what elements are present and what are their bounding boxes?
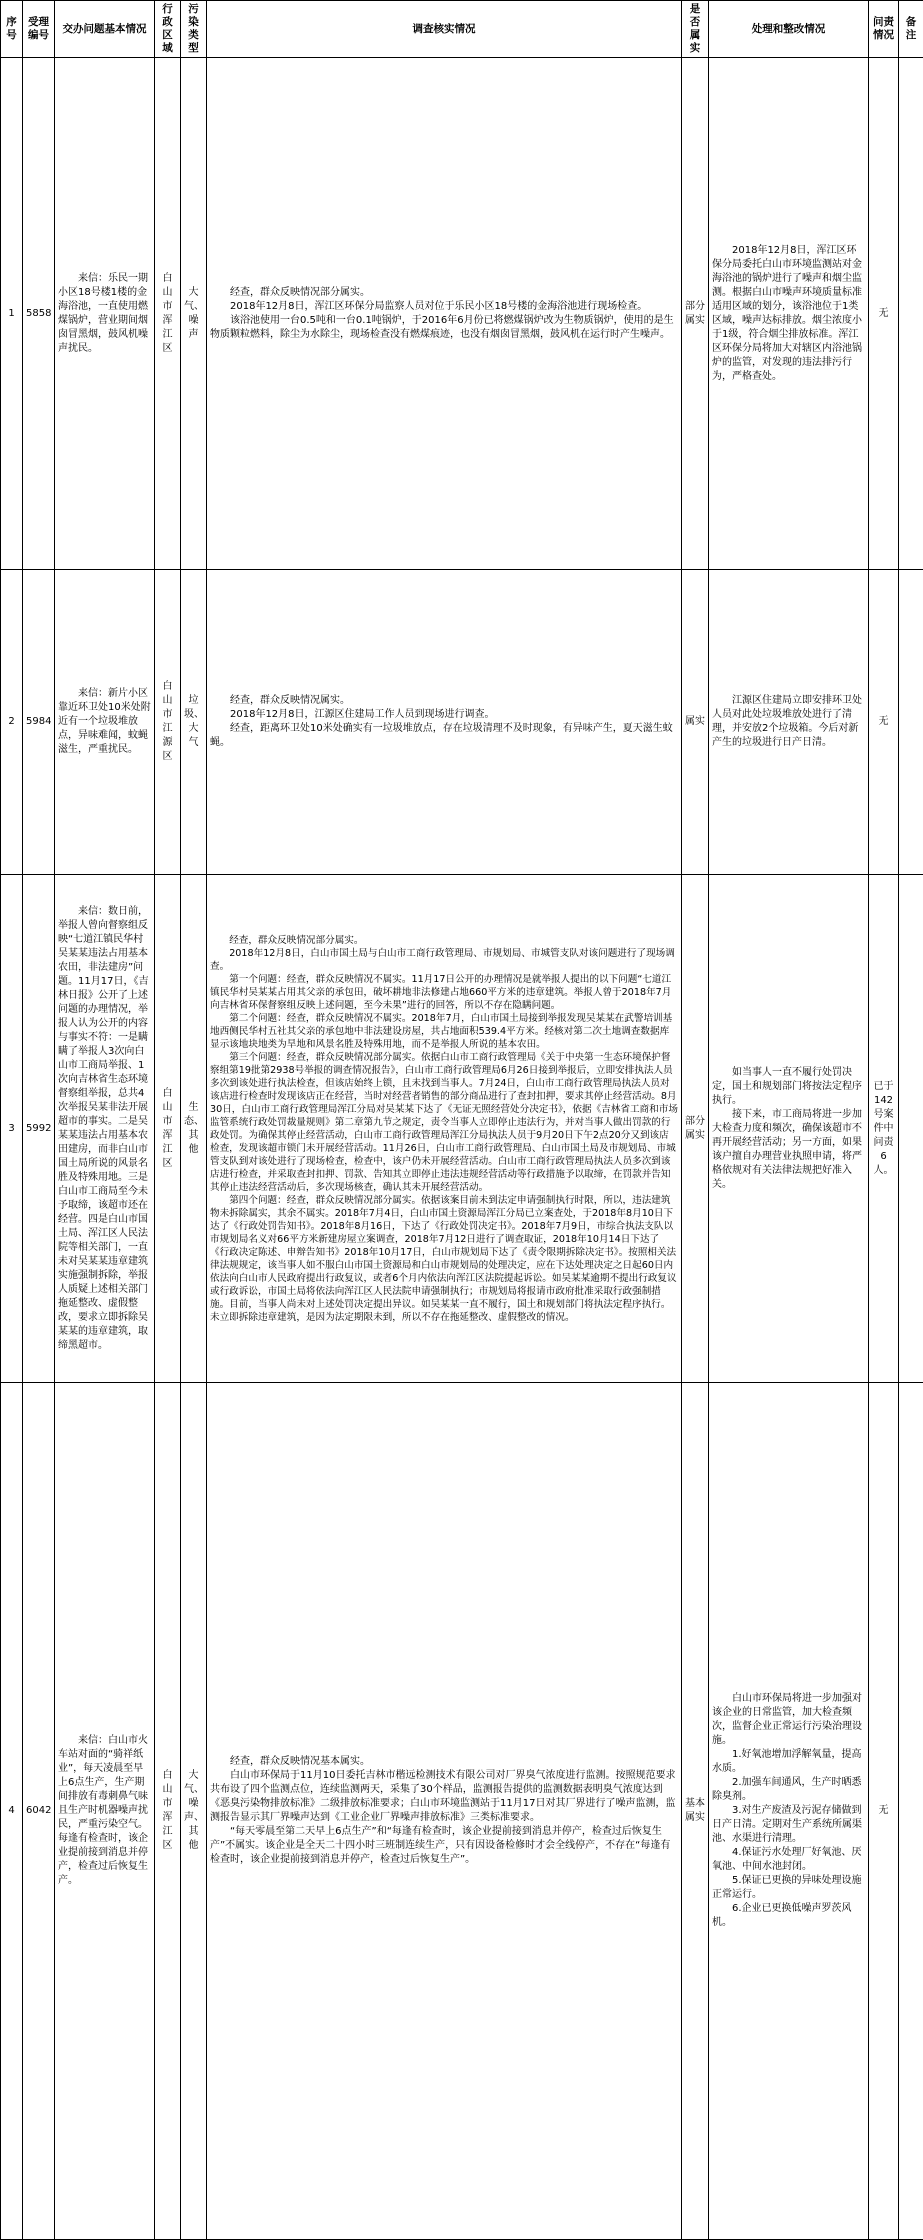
cell-id: 6042	[23, 1383, 55, 2240]
handling-para: 2018年12月8日，浑江区环保分局委托白山市环境监测站对金海浴池的锅炉进行了噪声和烟尘监测。根据白山市噪声环境质量标准适用区域的划分，该浴池位于1类区域，噪声达标排放。烟尘浓度小于1级，符合烟尘排放标准。浑江区环保分局将加大对辖区内浴池锅炉的监管，对发现的违法排污行为，严格查处。	[712, 244, 865, 384]
table-row	[1, 58, 923, 570]
cell-investigation	[207, 58, 682, 570]
header-investigation: 调查核实情况	[207, 1, 682, 58]
cell-accountability: 无	[869, 1383, 899, 2240]
cell-accountability: 无	[869, 58, 899, 570]
cell-handling	[709, 1383, 869, 2240]
investigation-para: “每天零晨至第二天早上6点生产”和“每逢有检查时，该企业提前接到消息并停产，检查过后恢复生产”不属实。该企业是全天二十四小时三班制连续生产，只有因设备检修时才会全线停产，不存在“每逢有检查时，该企业提前接到消息并停产，检查过后恢复生产”。	[210, 1825, 678, 1867]
investigation-para: 经查，群众反映情况基本属实。	[210, 1755, 678, 1769]
header-issue: 交办问题基本情况	[55, 1, 155, 58]
handling-para: 如当事人一直不履行处罚决定，国土和规划部门将按法定程序执行。	[712, 1066, 865, 1108]
header-row	[1, 1, 923, 58]
cell-pollution-type: 生态、其他	[181, 875, 207, 1383]
table-row	[1, 570, 923, 875]
cell-remark	[899, 875, 923, 1383]
cell-id: 5992	[23, 875, 55, 1383]
cell-seq: 2	[1, 570, 23, 875]
cell-issue: 来信：新片小区靠近环卫处10米处附近有一个垃圾堆放点，异味难闻，蚊蝇滋生，严重扰民。	[55, 570, 155, 875]
cell-id: 5858	[23, 58, 55, 570]
table-row	[1, 1383, 923, 2240]
cell-issue: 来信：白山市火车站对面的“骑祥纸业”，每天凌晨至早上6点生产，生产期间排放有毒刺鼻气味且生产时机器噪声扰民，严重污染空气。每逢有检查时，该企业提前接到消息并停产，检查过后恢复生产。	[55, 1383, 155, 2240]
cell-issue: 来信：数日前，举报人曾向督察组反映“七道江镇民华村吴某某违法占用基本农田，非法建房”问题。11月17日，《吉林日报》公开了上述问题的办理情况，举报人认为公开的内容与事实不符：一是瞒瞒了举报人3次向白山市工商局举报、1次向吉林省生态环境督察组举报，总共4次举报吴某非法开展超市的事实。二是吴某某违法占用基本农田建房，而非白山市国土局所说的风景名胜及特殊用地。三是白山市工商局至今未予取缔，该超市还在经营。四是白山市国土局、浑江区人民法院等相关部门，一直未对吴某某违章建筑实施强制拆除，举报人质疑上述相关部门拖延整改、虚假整改，要求立即拆除吴某某的违章建筑，取缔黑超市。	[55, 875, 155, 1383]
cell-handling	[709, 58, 869, 570]
header-truth: 是否属实	[682, 1, 709, 58]
header-region: 行政区域	[155, 1, 181, 58]
investigation-para: 经查，群众反映情况部分属实。	[210, 934, 678, 947]
cell-truth: 属实	[682, 570, 709, 875]
cell-remark	[899, 58, 923, 570]
handling-para: 6.企业已更换低噪声罗茨风机。	[712, 1902, 865, 1930]
table-row	[1, 875, 923, 1383]
handling-para: 4.保证污水处理厂好氧池、厌氧池、中间水池封闭。	[712, 1846, 865, 1874]
header-id: 受理编号	[23, 1, 55, 58]
cell-handling	[709, 570, 869, 875]
cell-region: 白山市江源区	[155, 570, 181, 875]
cell-investigation	[207, 570, 682, 875]
cell-investigation	[207, 1383, 682, 2240]
investigation-para: 2018年12月8日，白山市国土局与白山市工商行政管理局、市规划局、市城管支队对该问题进行了现场调查。	[210, 947, 678, 973]
cell-remark	[899, 570, 923, 875]
header-seq: 序号	[1, 1, 23, 58]
investigation-para: 2018年12月8日，江源区住建局工作人员到现场进行调查。	[210, 708, 678, 722]
handling-para: 1.好氧池增加浮解氧量，提高水质。	[712, 1748, 865, 1776]
cell-region: 白山市浑江区	[155, 875, 181, 1383]
cell-accountability: 无	[869, 570, 899, 875]
handling-para: 2.加强车间通风，生产时晒悉除臭剂。	[712, 1776, 865, 1804]
header-pollution-type: 污染类型	[181, 1, 207, 58]
header-remark: 备注	[899, 1, 923, 58]
investigation-para: 第一个问题：经查，群众反映情况不属实。11月17日公开的办理情况是就举报人提出的以下问题“七道江镇民华村吴某某占用其父亲的承包田，破坏耕地非法修建占地660平方米的违章建筑。举报人曾于2018年7月向吉林省环保督察组反映上述问题，至今未果”进行的回答，所以不存在隐瞒问题。	[210, 973, 678, 1012]
investigation-para: 第四个问题：经查，群众反映情况部分属实。依据该案目前未到法定申请强制执行时限，所以，违法建筑物未拆除属实，其余不属实。2018年7月4日，白山市国土资源局浑江分局已立案查处，于2018年8月10日下达了《行政处罚告知书》。2018年8月16日，下达了《行政处罚决定书》。2018年7月9日，市综合执法支队以市规划局名义对66平方米新建房屋立案调查，2018年7月12日进行了调查取证，2018年10月14日下达了《行政决定陈述、申辩告知书》2018年10月17日，白山市规划局下达了《责令限期拆除决定书》。按照相关法律法规规定，该当事人如不服白山市国土资源局和白山市规划局的处理决定，应在下达处理决定之日起60日内依法向白山市人民政府提出行政复议，或者6个月内依法向浑江区法院提起诉讼。如吴某某逾期不提出行政复议或行政诉讼，市国土局将依法向浑江区人民法院申请强制执行；市规划局将报请市政府批准采取行政强制措施。目前，当事人尚未对上述处罚决定提出异议。如吴某某一直不履行，国土和规划部门将执法定程序执行。未立即拆除违章建筑，是因为法定期限未到，所以不存在拖延整改、虚假整改的情况。	[210, 1194, 678, 1324]
cell-region: 白山市浑江区	[155, 58, 181, 570]
handling-para: 3.对生产废渣及污泥存储做到日产日清。定期对生产系统所属渠池、水渠进行清理。	[712, 1804, 865, 1846]
cell-pollution-type: 垃圾、大气	[181, 570, 207, 875]
handling-para: 江源区住建局立即安排环卫处人员对此处垃圾堆放处进行了清理，并安放2个垃圾箱。今后对新产生的垃圾进行日产日清。	[712, 694, 865, 750]
header-accountability: 问责情况	[869, 1, 899, 58]
cell-issue: 来信：乐民一期小区18号楼1楼的金海浴池，一直使用燃煤锅炉，营业期间烟囱冒黑烟，鼓风机噪声扰民。	[55, 58, 155, 570]
cell-remark	[899, 1383, 923, 2240]
cell-handling	[709, 875, 869, 1383]
investigation-para: 经查，群众反映情况部分属实。	[210, 286, 678, 300]
handling-para: 接下来，市工商局将进一步加大检查力度和频次，确保该超市不再开展经营活动；另一方面，如果该户擅自办理营业执照申请，将严格依规对有关法律法规把好准入关。	[712, 1108, 865, 1192]
cell-truth: 基本属实	[682, 1383, 709, 2240]
cell-region: 白山市浑江区	[155, 1383, 181, 2240]
handling-para: 白山市环保局将进一步加强对该企业的日常监管，加大检查频次，监督企业正常运行污染治理设施。	[712, 1692, 865, 1748]
cell-investigation	[207, 875, 682, 1383]
handling-para: 5.保证已更换的异味处理设施正常运行。	[712, 1874, 865, 1902]
investigation-para: 白山市环保局于11月10日委托吉林市楷远检测技术有限公司对厂界臭气浓度进行监测。按照规范要求共布设了四个监测点位，连续监测两天，采集了30个样品，监测报告提供的监测数据表明臭气浓度达到《恶臭污染物排放标准》二级排放标准要求；白山市环境监测站于11月17日对其厂界进行了噪声监测，监测报告显示其厂界噪声达到《工业企业厂界噪声排放标准》三类标准要求。	[210, 1769, 678, 1825]
cell-pollution-type: 大气、噪声、其他	[181, 1383, 207, 2240]
investigation-para: 经查，距离环卫处10米处确实有一垃圾堆放点，存在垃圾清理不及时现象，有异味产生，夏天滋生蚊蝇。	[210, 722, 678, 750]
cell-seq: 4	[1, 1383, 23, 2240]
investigation-para: 第二个问题：经查，群众反映情况不属实。2018年7月，白山市国土局接到举报发现吴某某在武警培训基地西侧民华村五社其父亲的承包地中非法建设房屋，共占地面积539.4平方米。经核对第二次土地调查数据库显示该地块地类为旱地和风景名胜及特殊用地，而不是举报人所说的基本农田。	[210, 1012, 678, 1051]
cell-seq: 1	[1, 58, 23, 570]
investigation-para: 第三个问题：经查，群众反映情况部分属实。依据白山市工商行政管理局《关于中央第一生态环境保护督察组第19批第2938号举报的调查情况报告》，白山市工商行政管理局6月26日接到举报后，立即安排执法人员多次到该处进行执法检查，但该店始终上锁，且未找到当事人。7月24日，白山市工商行政管理局执法人员对该店进行检查时发现该店正在经营，当时对经营者销售的部分商品进行了查封扣押，要求其停止经营活动。8月30日，白山市工商行政管理局浑江分局对吴某某下达了《无证无照经营处分决定书》，依据《吉林省工商和市场监管系统行政处罚裁量规则》第二章第九节之规定，责令当事人立即停止违法行为，并对当事人做出罚款的行政处罚。为确保其停止经营活动，白山市工商行政管理局浑江分局执法人员于9月20日下午2点20分又到该店检查，发现该超市锁门未开展经营活动。11月26日，白山市工商行政管理局、白山市国土局及市规划局、市城管支队到对该处进行了现场检查，检查中，该户仍未开展经营活动。白山市工商行政管理局执法人员多次到该店进行检查，并采取查封扣押、罚款、告知其立即停止违法违规经营活动等行政措施予以取缔，在罚款并告知其停止违法经营活动后，多次现场核查，确认其未开展经营活动。	[210, 1051, 678, 1194]
cell-pollution-type: 大气、噪声	[181, 58, 207, 570]
cell-truth: 部分属实	[682, 875, 709, 1383]
investigation-para: 该浴池使用一台0.5吨和一台0.1吨锅炉，于2016年6月份已将燃煤锅炉改为生物质锅炉，使用的是生物质颗粒燃料，除尘为水除尘，现场检查没有燃煤痕迹，也没有烟囱冒黑烟，鼓风机在运行时产生噪声。	[210, 314, 678, 342]
header-handling: 处理和整改情况	[709, 1, 869, 58]
cell-accountability: 已于142号案件中问责6人。	[869, 875, 899, 1383]
cell-id: 5984	[23, 570, 55, 875]
investigation-para: 经查，群众反映情况属实。	[210, 694, 678, 708]
cell-truth: 部分属实	[682, 58, 709, 570]
investigation-para: 2018年12月8日，浑江区环保分局监察人员对位于乐民小区18号楼的金海浴池进行现场检查。	[210, 300, 678, 314]
cell-seq: 3	[1, 875, 23, 1383]
